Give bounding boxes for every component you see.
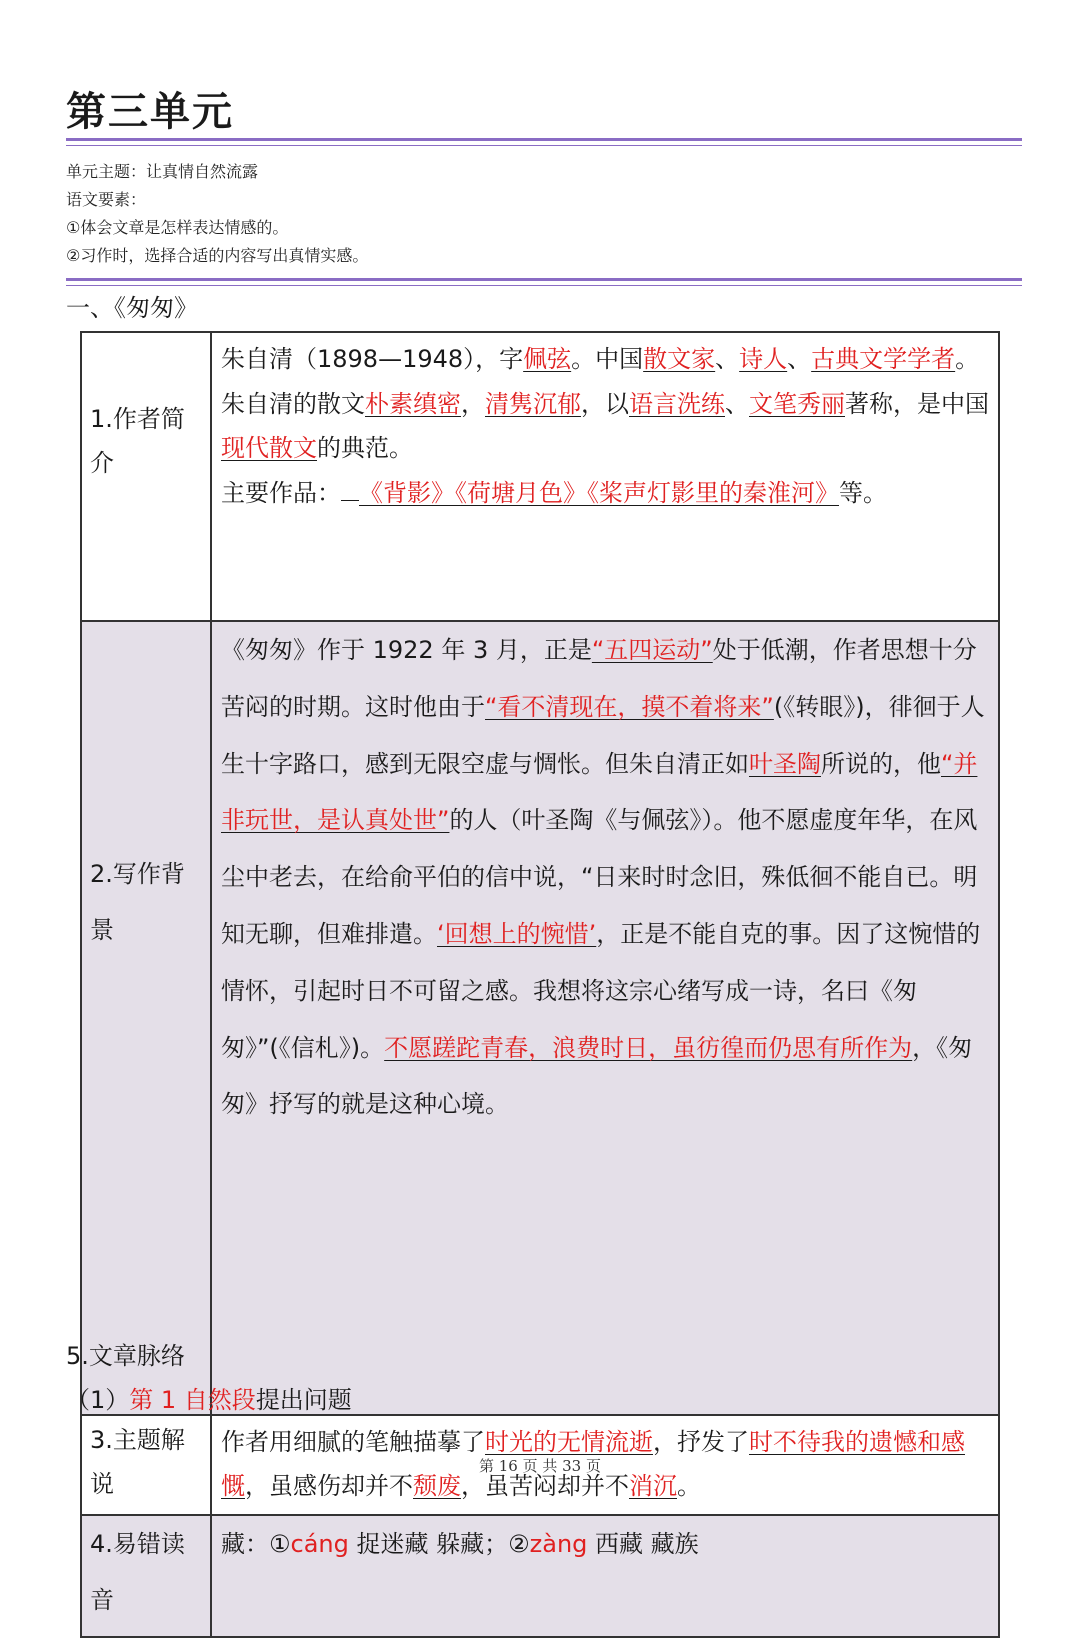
text: 《匆匆》作于 1922 年 3 月，正是 [221,636,592,664]
meta-divider [66,278,1022,286]
answer: 时光的无情流逝 [485,1428,653,1456]
text: 著称，是中国 [845,389,989,418]
answer: 语言洗练 [629,389,725,418]
text: ，以 [581,389,629,418]
table-row [81,332,999,621]
text: 西藏 藏族 [587,1530,699,1558]
text: ，虽苦闷却并不 [461,1472,629,1500]
text: 、 [787,345,812,373]
page-footer: 第 16 页 共 33 页 [478,1457,601,1475]
text: 、 [725,389,749,418]
row-header-background: 2.写作背景 [81,621,211,1415]
text: 。 [677,1472,701,1500]
text: 朱自清（1898—1948），字 [221,345,524,373]
answer: 颓废 [413,1472,461,1500]
element-point-2: ②习作时，选择合适的内容写出真情实感。 [66,246,369,265]
text: ，《匆匆》抒写的就是这种心境。 [221,1033,973,1119]
text: ，虽感伤却并不 [245,1472,413,1500]
text: 等。 [839,478,887,507]
pinyin: cáng [290,1530,349,1558]
answer: 佩弦 [523,345,572,373]
unit-meta [66,158,368,270]
text: （1） [66,1386,130,1414]
answer: 叶圣陶 [749,749,821,778]
text: 捉迷藏 躲藏；② [348,1530,530,1558]
text: 藏：① [221,1530,291,1558]
row-header-theme: 3.主题解说 [81,1415,211,1515]
outline-title: 5.文章脉络 [66,1342,185,1370]
answer: “五四运动” [591,636,713,664]
answer: 第 1 自然段 [129,1386,256,1414]
answer: “并非玩世，是认真处世” [221,749,978,835]
element-point-1: ①体会文章是怎样表达情感的。 [66,218,289,237]
answer: “看不清现在，摸不着将来” [485,692,774,721]
answer: 消沉 [629,1472,677,1500]
answer: 诗人 [739,345,788,373]
unit-theme: 单元主题：让真情自然流露 [66,162,259,181]
table-row [81,1515,999,1637]
answer: 时不待我的遗憾和感慨 [221,1428,965,1500]
text: 处于低潮，作者思想十分苦闷的时期。这时他由于 [221,636,977,721]
text: ， [461,389,485,418]
author-intro-cell [211,332,999,621]
answer: 散文家 [643,345,716,373]
text: 所说的，他 [821,749,941,778]
text: (《转眼》)，徘徊于人生十字路口，感到无限空虚与惆怅。但朱自清正如 [221,692,985,778]
answer: ‘回想上的惋惜’ [437,919,597,948]
table-row [81,621,999,1415]
blank-line [341,499,359,501]
text: ，正是不能自克的事。因了这惋惜的情怀，引起时日不可留之感。我想将这宗心绪写成一诗，名曰《匆匆》”(《信札》)。 [221,919,981,1062]
text: ，抒发了 [653,1428,749,1456]
row-header-author: 1.作者简介 [81,332,211,621]
answer: 古典文学学者 [811,345,956,373]
pronunciation-cell [211,1515,999,1637]
title-divider [66,138,1022,146]
text: 作者用细腻的笔触描摹了 [221,1428,485,1456]
background-cell [211,621,999,1415]
answer: 朴素缜密 [365,389,461,418]
text: 。中国 [571,345,644,373]
text: 的典范。 [317,434,413,462]
text: 主要作品： [221,478,341,507]
answer: 文笔秀丽 [749,389,845,418]
answer: 现代散文 [221,434,317,462]
lesson-table [80,331,1000,1638]
row-header-pronunciation: 4.易错读音 [81,1515,211,1637]
pinyin: zàng [529,1530,588,1558]
answer: 《背影》《荷塘月色》《桨声灯影里的秦淮河》 [359,478,839,507]
section-heading: 一、《匆匆》 [66,294,198,322]
answer: 清隽沉郁 [485,389,581,418]
outline-item [66,1380,352,1415]
text: 、 [715,345,740,373]
text: 的人（叶圣陶《与佩弦》）。他不愿虚度年华，在风尘中老去，在给俞平伯的信中说，“日来时时念旧，殊低徊不能自已。明知无聊，但难排遣。 [221,806,978,948]
unit-title: 第三单元 [66,89,234,135]
text: 。 [955,345,980,373]
answer: 不愿蹉跎青春，浪费时日，虽彷徨而仍思有所作为 [384,1033,913,1062]
text: 朱自清的散文 [221,389,365,418]
text: 提出问题 [255,1386,352,1414]
elements-label: 语文要素： [66,190,147,209]
